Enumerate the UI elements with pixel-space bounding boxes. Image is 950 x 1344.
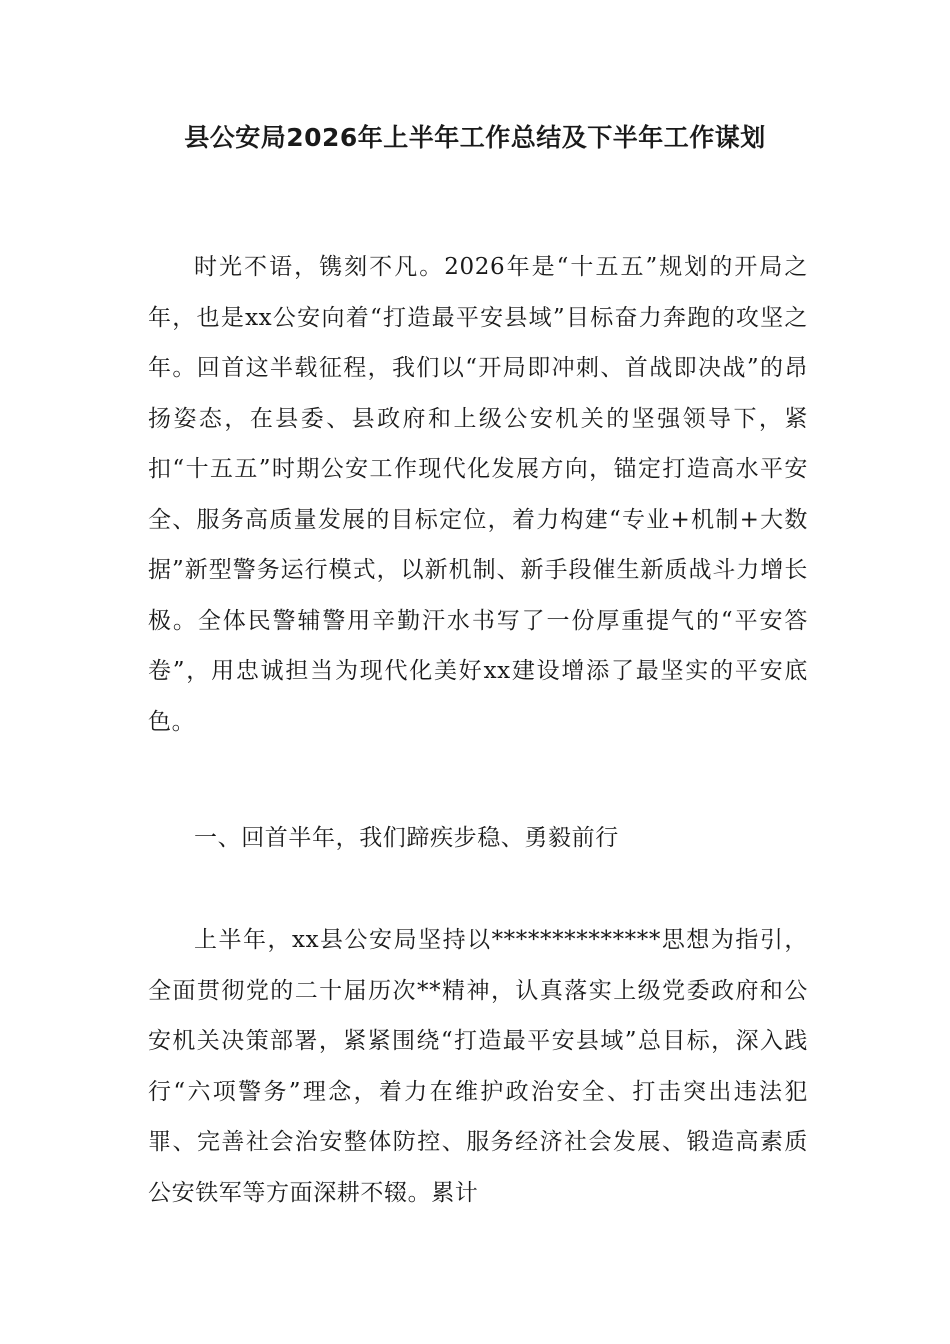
intro-paragraph: 时光不语，镌刻不凡。2026年是“十五五”规划的开局之年，也是xx公安向着“打造最平安县域”目标奋力奔跑的攻坚之年。回首这半载征程，我们以“开局即冲刺、首战即决战”的昂扬姿态，在县委、县政府和上级公安机关的坚强领导下，紧扣“十五五”时期公安工作现代化发展方向，锚定打造高水平安全、服务高质量发展的目标定位，着力构建“专业+机制+大数据”新型警务运行模式，以新机制、新手段催生新质战斗力增长极。全体民警辅警用辛勤汗水书写了一份厚重提气的“平安答卷”，用忠诚担当为现代化美好xx建设增添了最坚实的平安底色。 [148, 254, 808, 735]
body-paragraph: 上半年，xx县公安局坚持以**************思想为指引，全面贯彻党的二十届历次**精神，认真落实上级党委政府和公安机关决策部署，紧紧围绕“打造最平安县域”总目标，深入践行“六项警务”理念，着力在维护政治安全、打击突出违法犯罪、完善社会治安整体防控、服务经济社会发展、锻造高素质公安铁军等方面深耕不辍。累计 [148, 927, 808, 1206]
section-heading: 一、回首半年，我们蹄疾步稳、勇毅前行 [194, 825, 619, 851]
document-title: 县公安局2026年上半年工作总结及下半年工作谋划 [184, 123, 766, 152]
